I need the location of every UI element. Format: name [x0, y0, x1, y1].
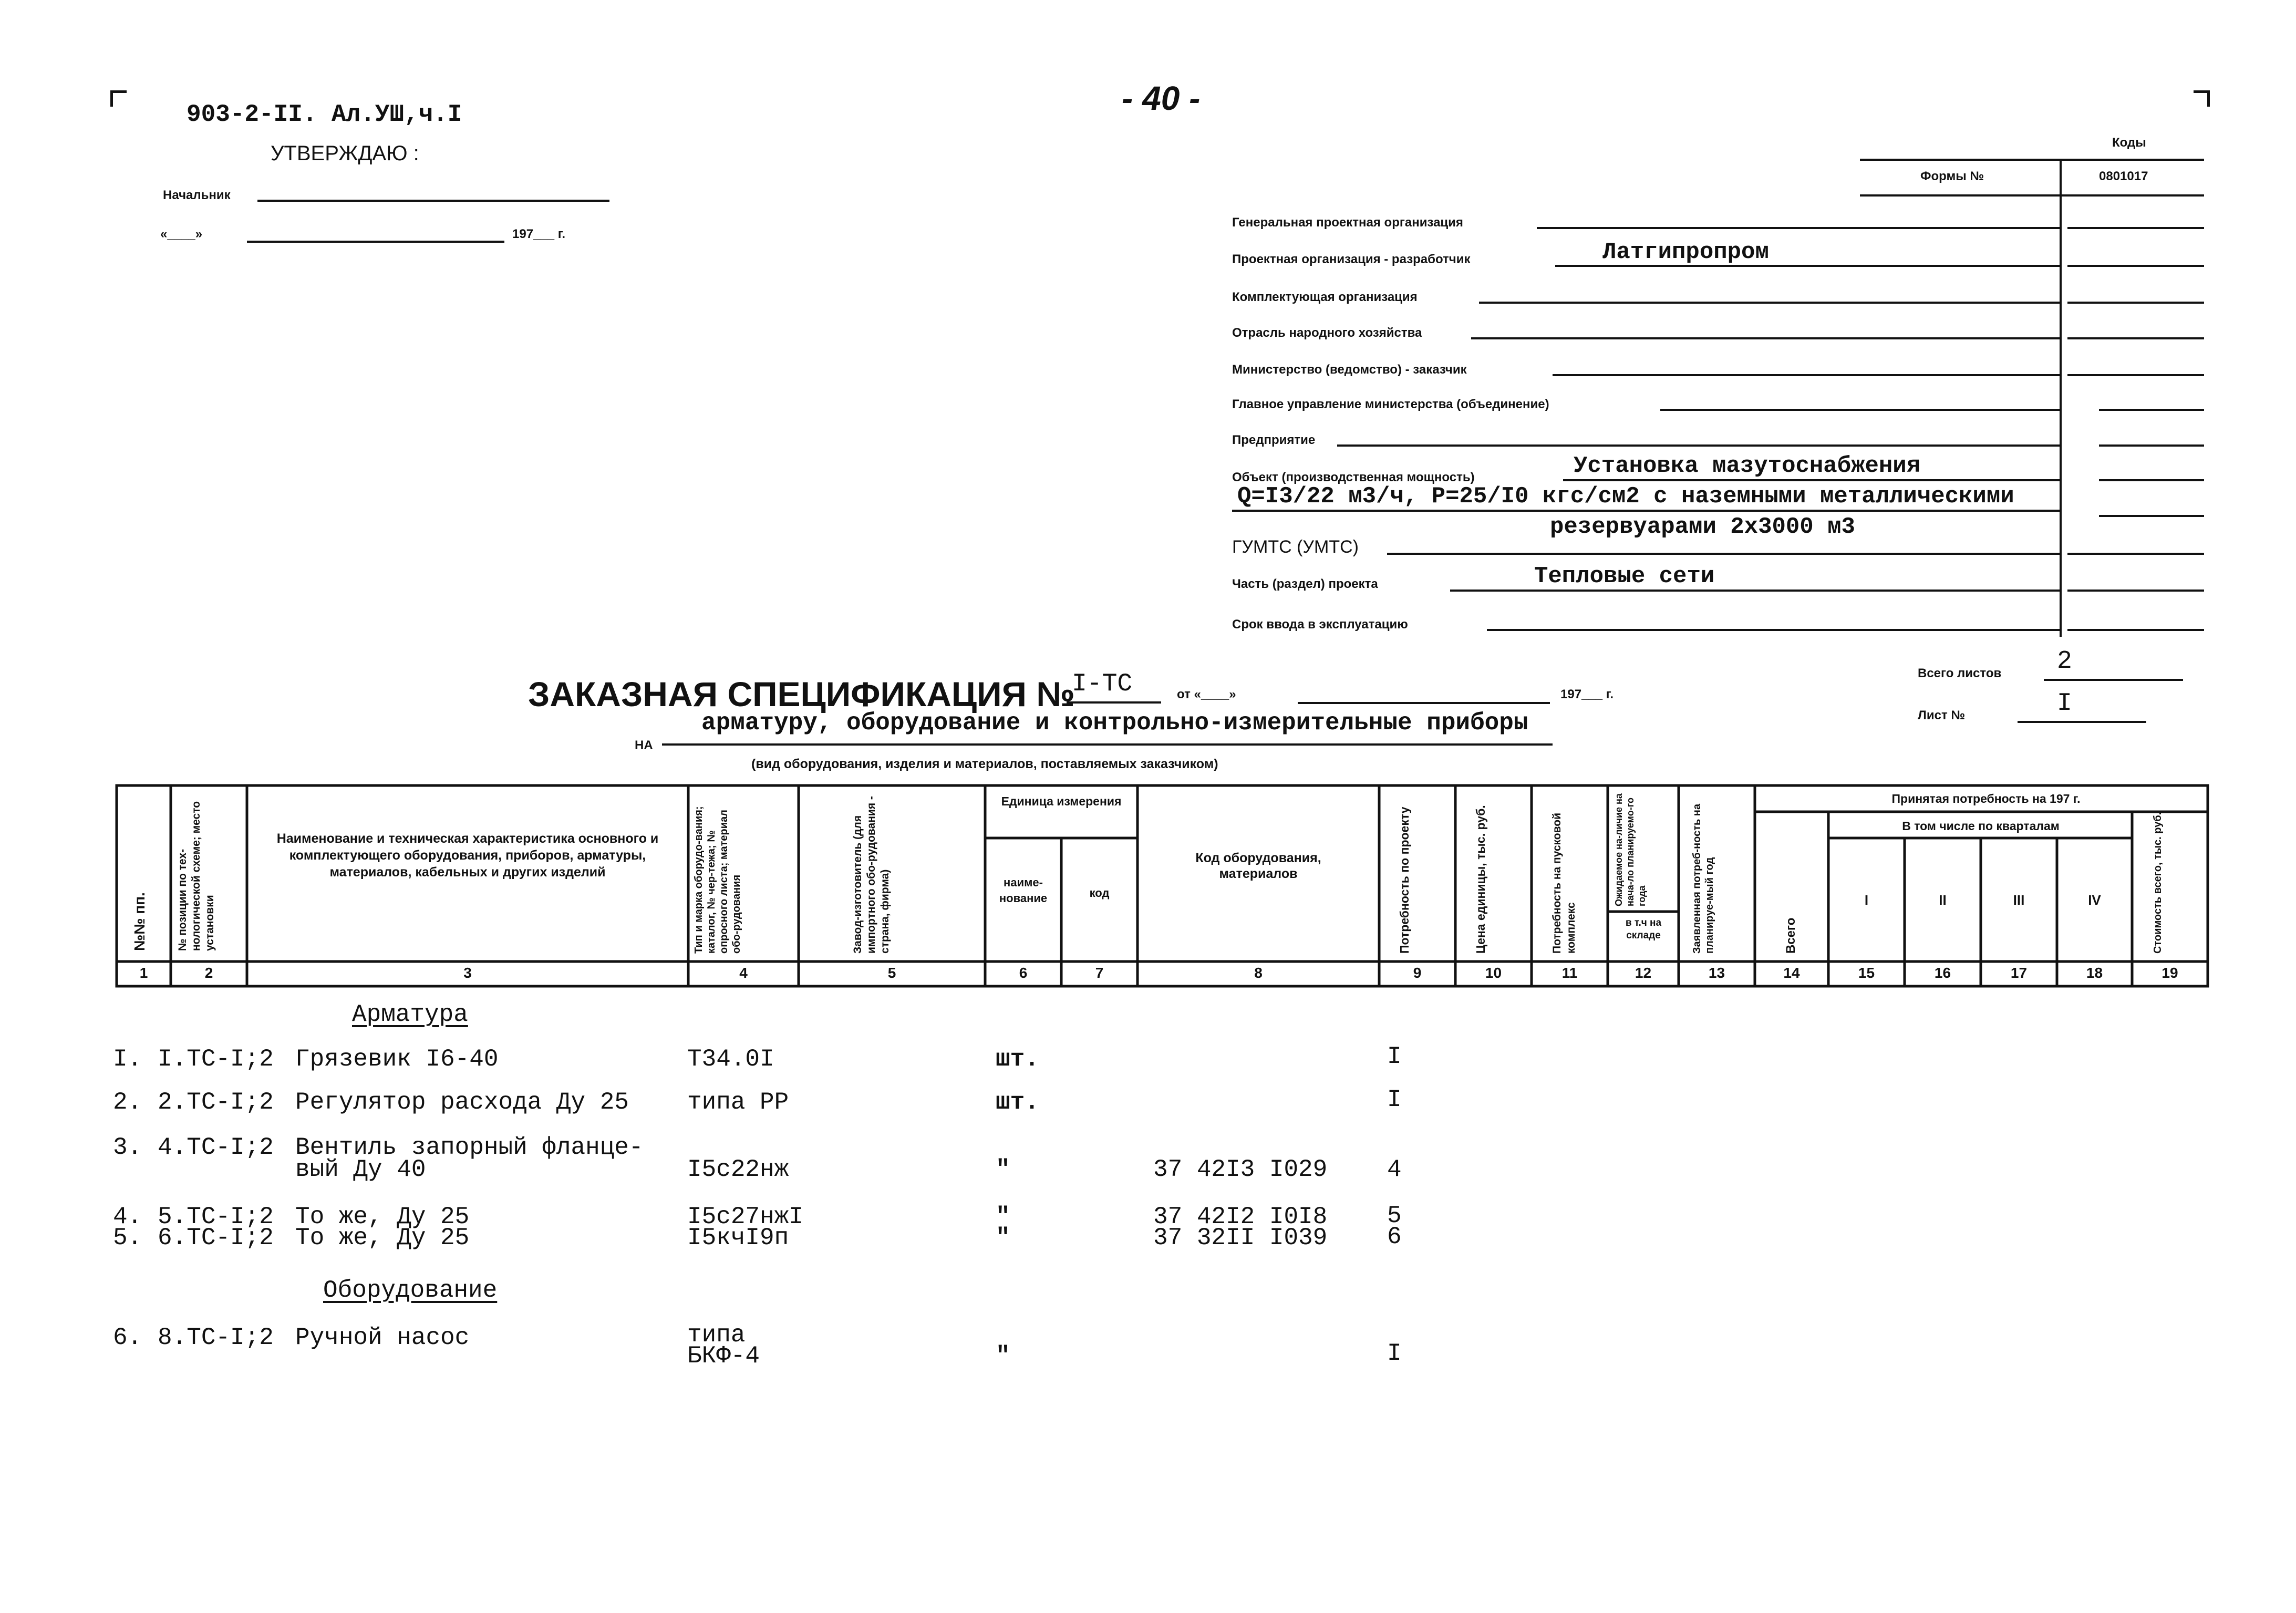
- row-1-type: Т34.0I: [687, 1046, 774, 1073]
- col-num-15: 15: [1858, 965, 1875, 981]
- col-num-4: 4: [739, 965, 748, 981]
- page-number: - 40 -: [1122, 79, 1201, 117]
- total-sheets-value: 2: [2057, 647, 2072, 676]
- row-2-type: типа РР: [687, 1089, 789, 1116]
- col-num-14: 14: [1783, 965, 1800, 981]
- total-sheets-label: Всего листов: [1918, 666, 2002, 680]
- row-6-position: 8.ТС-I;2: [158, 1324, 274, 1351]
- col-header-q2: II: [1939, 892, 1947, 908]
- section-equipment: Оборудование: [323, 1277, 498, 1304]
- col-header-position: № позиции по тех-нологической схеме; место установки: [177, 801, 216, 951]
- row-1-unit: шт.: [996, 1046, 1039, 1073]
- col-header-type: Тип и марка оборудо-вания; каталог, № чер-тежа; № опросного листа; материал обо-рудования: [693, 806, 742, 954]
- row-2-unit: шт.: [996, 1089, 1039, 1116]
- col-num-6: 6: [1019, 965, 1028, 981]
- row-2-name: Регулятор расхода Ду 25: [295, 1089, 629, 1116]
- object-value-3: резервуарами 2х3000 м3: [1550, 514, 1855, 540]
- row-3-name: Вентиль запорный фланце-: [295, 1134, 644, 1161]
- col-header-q3: III: [2013, 892, 2025, 908]
- object-value-2: Q=I3/22 м3/ч, Р=25/I0 кгс/см2 с наземными металлическими: [1237, 483, 2014, 510]
- spec-subject: арматуру, оборудование и контрольно-измерительные приборы: [701, 709, 1528, 737]
- col-num-2: 2: [204, 965, 213, 981]
- spec-on-label: НА: [635, 738, 653, 752]
- row-4-name: То же, Ду 25: [295, 1203, 470, 1231]
- col-num-13: 13: [1708, 965, 1725, 981]
- branch-label: Отрасль народного хозяйства: [1232, 326, 1422, 340]
- ministry-label: Министерство (ведомство) - заказчик: [1232, 363, 1467, 377]
- col-header-unit-name: наиме-нование: [999, 876, 1048, 905]
- row-4-qty: 5: [1387, 1202, 1402, 1229]
- col-header-equipment-code: Код оборудования, материалов: [1195, 851, 1321, 881]
- row-1-qty: I: [1387, 1043, 1402, 1070]
- row-1-position: I.ТС-I;2: [158, 1046, 274, 1073]
- col-header-number: №№ пп.: [131, 892, 148, 951]
- row-2-qty: I: [1387, 1086, 1402, 1113]
- col-header-q4: IV: [2088, 892, 2101, 908]
- chief-label: Начальник: [163, 188, 231, 202]
- codes-title: Коды: [2112, 136, 2146, 150]
- row-4-code: 37 42I2 I0I8: [1153, 1203, 1328, 1231]
- col-header-cost: Стоимость всего, тыс. руб.: [2152, 812, 2164, 954]
- row-3-code: 37 42I3 I029: [1153, 1156, 1328, 1183]
- row-3-position: 4.ТС-I;2: [158, 1134, 274, 1161]
- spec-year: 197___ г.: [1560, 687, 1614, 701]
- col-header-unit-group: Единица измерения: [1001, 794, 1122, 808]
- col-num-5: 5: [887, 965, 896, 981]
- row-2-position: 2.ТС-I;2: [158, 1089, 274, 1116]
- row-3-name-cont: вый Ду 40: [295, 1156, 426, 1183]
- form-number-label: Формы №: [1920, 169, 1984, 183]
- row-1-name: Грязевик I6-40: [295, 1046, 499, 1073]
- col-num-8: 8: [1254, 965, 1263, 981]
- row-6-qty: I: [1387, 1340, 1402, 1367]
- col-header-in-stock: в т.ч на складе: [1625, 917, 1662, 941]
- designer-org-value: Латгипропром: [1602, 239, 1769, 265]
- col-num-1: 1: [139, 965, 148, 981]
- col-header-name: Наименование и техническая характеристика основного и комплектующего оборудования, приборов, арматуры, материалов, кабельных и других изделий: [276, 831, 659, 880]
- col-header-startup: Потребность на пусковой комплекс: [1551, 813, 1577, 954]
- col-num-12: 12: [1635, 965, 1652, 981]
- col-num-18: 18: [2086, 965, 2103, 981]
- gumts-label: ГУМТС (УМТС): [1232, 537, 1359, 557]
- col-header-total: Всего: [1784, 917, 1798, 954]
- document-code: 903-2-II. Ал.УШ,ч.I: [187, 101, 462, 128]
- col-header-price: Цена единицы, тыс. руб.: [1474, 805, 1487, 954]
- col-num-16: 16: [1934, 965, 1951, 981]
- col-header-accepted-group: Принятая потребность на 197 г.: [1891, 792, 2081, 805]
- spec-number: I-ТС: [1072, 670, 1133, 698]
- form-code: 0801017: [2099, 169, 2148, 183]
- col-header-expected: Ожидаемое на-личие на нача-ло планируемо-го года: [1614, 793, 1647, 906]
- approval-date-day: «____»: [160, 227, 203, 241]
- spec-title: ЗАКАЗНАЯ СПЕЦИФИКАЦИЯ №: [528, 675, 1075, 714]
- row-4-type: I5с27нжI: [687, 1203, 803, 1231]
- row-2-number: 2.: [113, 1089, 142, 1116]
- row-6-name: Ручной насос: [295, 1324, 470, 1351]
- row-3-number: 3.: [113, 1134, 142, 1161]
- col-header-manufacturer: Завод-изготовитель (для импортного обо-рудования - страна, фирма): [852, 796, 891, 954]
- approve-label: УТВЕРЖДАЮ :: [271, 142, 419, 165]
- row-6-type: типа: [687, 1321, 746, 1349]
- row-5-unit: ": [996, 1224, 1010, 1252]
- col-num-19: 19: [2161, 965, 2178, 981]
- row-6-number: 6.: [113, 1324, 142, 1351]
- approval-year: 197___ г.: [512, 227, 566, 241]
- designer-org-label: Проектная организация - разработчик: [1232, 252, 1471, 266]
- row-5-position: 6.ТС-I;2: [158, 1224, 274, 1252]
- enterprise-label: Предприятие: [1232, 433, 1316, 447]
- row-4-number: 4.: [113, 1203, 142, 1231]
- sheet-label: Лист №: [1918, 708, 1966, 722]
- col-num-11: 11: [1561, 965, 1578, 981]
- general-org-label: Генеральная проектная организация: [1232, 215, 1463, 230]
- col-num-7: 7: [1095, 965, 1104, 981]
- section-armatura: Арматура: [352, 1001, 468, 1028]
- row-3-unit: ": [996, 1156, 1010, 1183]
- project-part-label: Часть (раздел) проекта: [1232, 577, 1378, 591]
- row-3-type: I5с22нж: [687, 1156, 789, 1183]
- row-5-qty: 6: [1387, 1223, 1402, 1250]
- row-5-type: I5кчI9п: [687, 1224, 789, 1252]
- col-num-9: 9: [1413, 965, 1422, 981]
- row-5-code: 37 32II I039: [1153, 1224, 1328, 1252]
- object-value-1: Установка мазутоснабжения: [1574, 453, 1921, 479]
- col-num-17: 17: [2010, 965, 2028, 981]
- row-6-type-cont: БКФ-4: [687, 1342, 760, 1370]
- col-header-need: Потребность по проекту: [1398, 806, 1411, 954]
- row-4-unit: ": [996, 1203, 1010, 1231]
- complect-org-label: Комплектующая организация: [1232, 290, 1418, 304]
- spec-date-label: от «____»: [1177, 687, 1236, 701]
- row-5-name: То же, Ду 25: [295, 1224, 470, 1252]
- col-header-unit-code: код: [1089, 886, 1110, 899]
- row-5-number: 5.: [113, 1224, 142, 1252]
- project-part-value: Тепловые сети: [1534, 563, 1715, 590]
- row-3-qty: 4: [1387, 1156, 1402, 1183]
- col-num-3: 3: [463, 965, 472, 981]
- col-header-declared: Заявленная потреб-ность на планируе-мый год: [1691, 803, 1715, 954]
- main-dept-label: Главное управление министерства (объединение): [1232, 397, 1549, 411]
- row-6-unit: ": [996, 1342, 1010, 1370]
- object-label: Объект (производственная мощность): [1232, 470, 1475, 484]
- col-num-10: 10: [1485, 965, 1502, 981]
- sheet-value: I: [2057, 689, 2072, 718]
- deadline-label: Срок ввода в эксплуатацию: [1232, 617, 1408, 632]
- col-header-quarters: В том числе по кварталам: [1902, 819, 2060, 833]
- col-header-q1: I: [1864, 892, 1869, 908]
- spec-subject-caption: (вид оборудования, изделия и материалов, поставляемых заказчиком): [751, 757, 1218, 771]
- row-4-position: 5.ТС-I;2: [158, 1203, 274, 1231]
- row-1-number: I.: [113, 1046, 142, 1073]
